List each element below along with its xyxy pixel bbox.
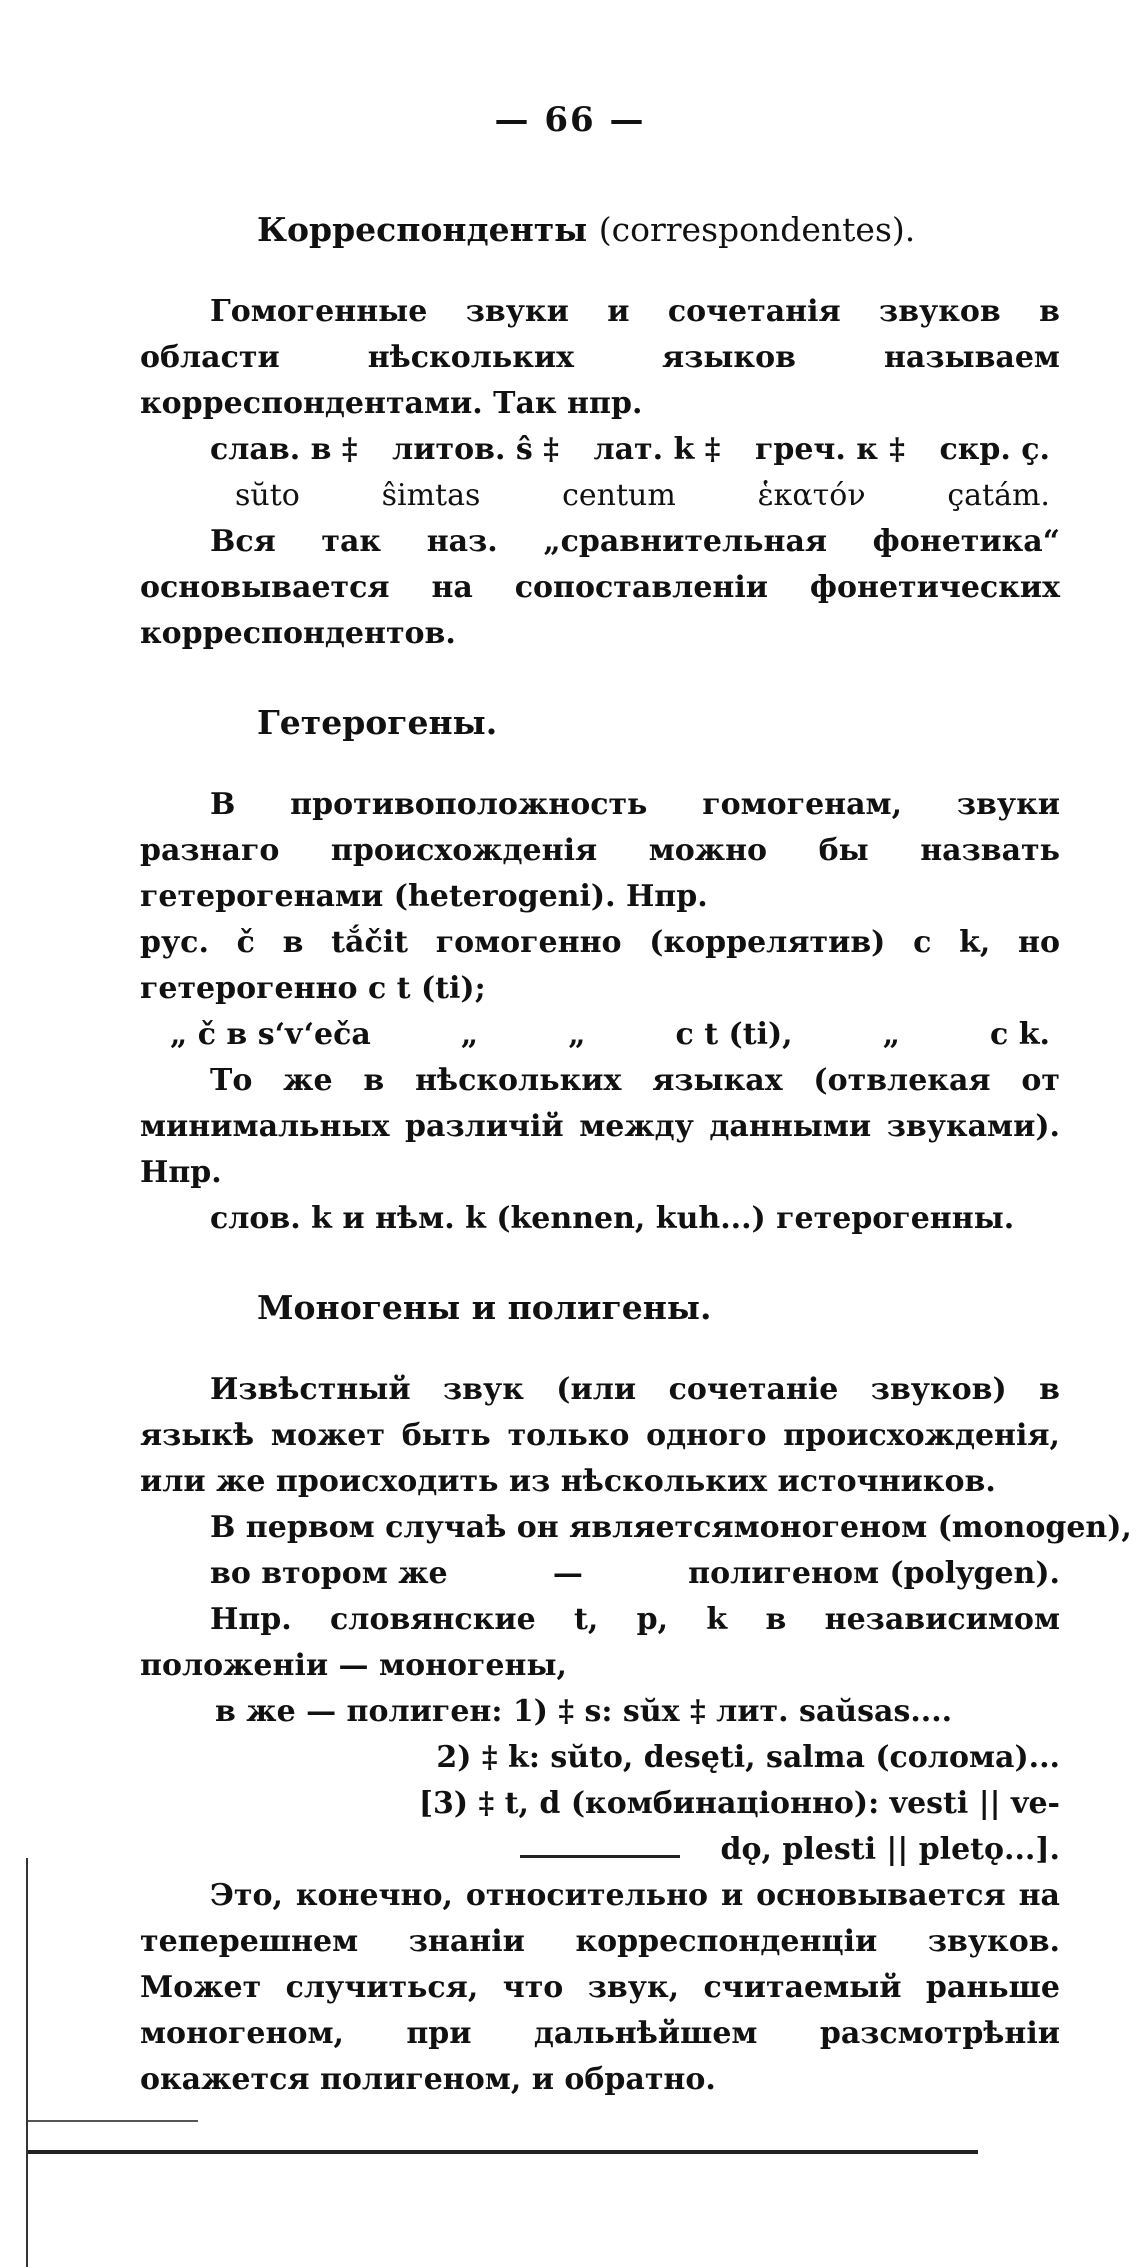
example-word: sŭto <box>235 478 300 513</box>
paragraph: Нпр. словянские t, p, k в независимом положеніи — моногены, <box>140 1602 1060 1683</box>
case-line <box>140 1551 1060 1597</box>
example-word: ἑκατόν <box>757 478 866 513</box>
polygen-line: 2) ‡ k: sŭto, desęti, salma (солома)... <box>436 1740 1060 1775</box>
page-frame-line <box>28 2150 978 2154</box>
ditto-cell: „ <box>568 1017 586 1052</box>
example-line: слов. k и нѣм. k (kennen, kuh...) гетерогенны. <box>210 1201 1015 1236</box>
example-line-ditto <box>140 1012 1060 1058</box>
section-title-monogens-polygens: Моногены и полигены. <box>257 1288 712 1327</box>
case-line <box>140 1505 1132 1551</box>
paragraph: Гомогенные звуки и сочетанія звуков в области нѣскольких языков называем корреспондентами. Так нпр. <box>140 294 1060 421</box>
polygen-line: dǫ, plesti || pletǫ...]. <box>720 1832 1060 1867</box>
example-word: centum <box>562 478 676 513</box>
paragraph: То же в нѣскольких языках (отвлекая от минимальных различій между данными звуками). Нпр. <box>140 1063 1060 1190</box>
case-text: В первом случаѣ он является <box>210 1510 734 1545</box>
example-languages-row <box>140 427 1060 473</box>
case-text: моногеном (monogen), <box>733 1510 1132 1545</box>
section-title-heterogens: Гетерогены. <box>257 703 498 742</box>
paragraph: Вся так наз. „сравнительная фонетика“ основывается на сопоставленіи фонетических корреспондентов. <box>140 524 1060 651</box>
section-title-correspondents <box>257 210 1060 249</box>
ditto-cell: „ <box>460 1017 479 1052</box>
example-lang: лат. k ‡ <box>593 432 721 467</box>
page-content <box>140 210 1132 2103</box>
polygen-line: в же — полиген: 1) ‡ s: sŭx ‡ лит. saŭsas.... <box>215 1694 953 1729</box>
paragraph: Извѣстный звук (или сочетаніе звуков) в языкѣ может быть только одного происхожденія, или же происходить из нѣскольких источников. <box>140 1372 1060 1499</box>
section-title-latin: (correspondentes). <box>598 210 916 249</box>
paragraph: Это, конечно, относительно и основывается на теперешнем знаніи корреспонденціи звуков. Может случиться, что звук, считаемый раньше моногеном, при дальнѣйшем разсмотрѣніи окажется полигеном, и обратно. <box>140 1878 1060 2097</box>
example-lang: литов. ŝ ‡ <box>392 432 559 467</box>
example-lang: скр. ç. <box>939 432 1050 467</box>
ditto-cell: с t (ti), <box>675 1017 793 1052</box>
page-number: — 66 — <box>494 100 646 140</box>
case-text: полигеном (polygen). <box>688 1556 1060 1591</box>
page-frame-edge <box>26 1858 28 2267</box>
case-text: — <box>552 1556 583 1591</box>
section-title-text: Корреспонденты <box>257 210 588 249</box>
example-line: рус. č в tắčit гомогенно (коррелятив) с k, но гетерогенно с t (ti); <box>140 925 1060 1006</box>
ditto-cell: с k. <box>990 1017 1050 1052</box>
example-word: çatám. <box>947 478 1050 513</box>
example-lang: греч. κ ‡ <box>754 432 905 467</box>
example-words-row <box>140 473 1060 519</box>
page-frame-line <box>28 2120 198 2122</box>
example-word: ŝimtas <box>381 478 481 513</box>
section-end-rule <box>520 1855 680 1858</box>
case-text: во втором же <box>210 1556 448 1591</box>
example-lang: слав. в ‡ <box>210 432 358 467</box>
ditto-cell: „ č в s‘v‘eča <box>170 1017 371 1052</box>
polygen-line: [3) ‡ t, d (комбинаціонно): vesti || ve- <box>418 1786 1060 1821</box>
paragraph: В противоположность гомогенам, звуки разнаго происхожденія можно бы назвать гетерогенами (heterogeni). Нпр. <box>140 787 1060 914</box>
ditto-cell: „ <box>882 1017 900 1052</box>
